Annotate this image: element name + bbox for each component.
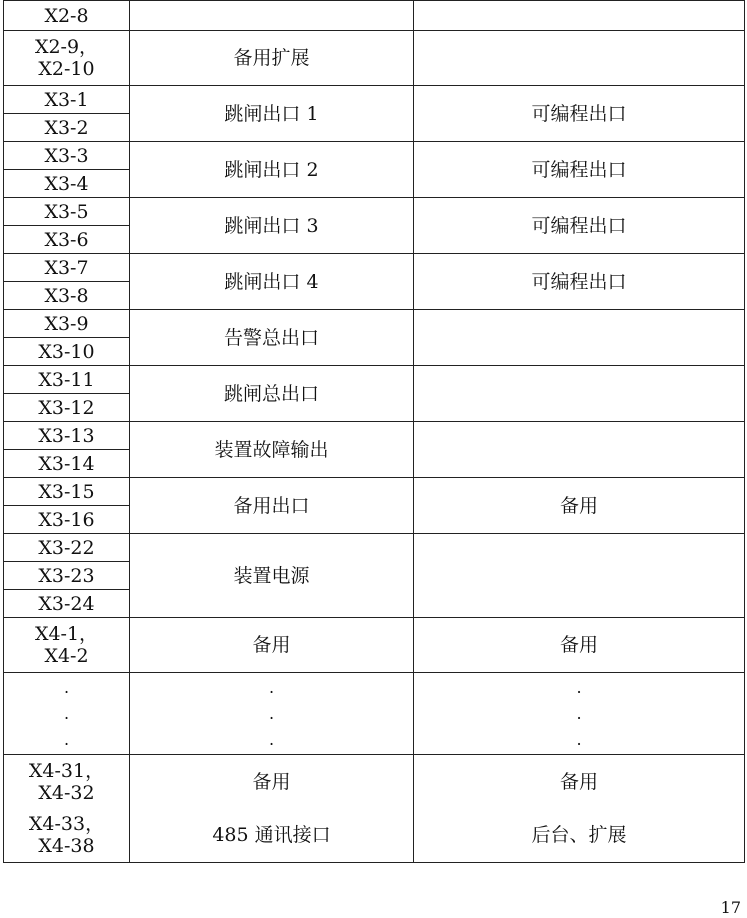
- terminal-cell: X3-2: [4, 114, 130, 142]
- table-row: [4, 310, 745, 338]
- terminal-cell: X3-13: [4, 422, 130, 450]
- ellipsis-dot: .: [63, 677, 70, 697]
- terminal-cell: [4, 755, 130, 809]
- ellipsis-cell: [4, 673, 130, 755]
- ellipsis-dot: .: [576, 677, 582, 697]
- remark-cell: [414, 422, 745, 478]
- function-cell: 备用: [130, 618, 414, 673]
- terminal-label: X4-1，: [34, 623, 99, 645]
- terminal-cell: X3-9: [4, 310, 130, 338]
- function-cell: 装置电源: [130, 534, 414, 618]
- terminal-cell: X3-4: [4, 170, 130, 198]
- table-row: [4, 618, 745, 673]
- function-cell: 跳闸出口 3: [130, 198, 414, 254]
- ellipsis-dot: .: [268, 703, 275, 723]
- function-cell: 跳闸出口 1: [130, 86, 414, 142]
- remark-cell: 可编程出口: [414, 198, 745, 254]
- terminal-cell: [4, 618, 130, 673]
- table-row: [4, 142, 745, 170]
- terminal-label: X4-38: [38, 835, 95, 858]
- terminal-cell: X3-16: [4, 506, 130, 534]
- terminal-cell: X3-7: [4, 254, 130, 282]
- function-cell: 装置故障输出: [130, 422, 414, 478]
- terminal-label: X4-33，: [28, 813, 105, 836]
- terminal-label: X4-2: [44, 645, 89, 667]
- ellipsis-dot: .: [576, 729, 582, 749]
- terminal-cell: X3-14: [4, 450, 130, 478]
- remark-cell: 备用: [414, 755, 745, 809]
- terminal-cell: X3-5: [4, 198, 130, 226]
- ellipsis-dot: .: [268, 729, 275, 749]
- table-row: [4, 422, 745, 450]
- function-cell: 备用出口: [130, 478, 414, 534]
- function-cell: 跳闸出口 4: [130, 254, 414, 310]
- remark-cell: 可编程出口: [414, 142, 745, 198]
- terminal-cell: X3-24: [4, 590, 130, 618]
- function-cell: 备用: [130, 755, 414, 809]
- table-row: [4, 673, 745, 755]
- function-cell: 备用扩展: [130, 31, 414, 86]
- table-row: [4, 1, 745, 31]
- ellipsis-cell: [130, 673, 414, 755]
- table-row: [4, 809, 745, 863]
- remark-cell: [414, 1, 745, 31]
- function-cell: 告警总出口: [130, 310, 414, 366]
- ellipsis-dot: .: [63, 703, 70, 723]
- terminal-table: [3, 0, 745, 863]
- terminal-cell: X2-8: [4, 1, 130, 31]
- remark-cell: [414, 310, 745, 366]
- terminal-cell: X3-15: [4, 478, 130, 506]
- function-cell: 跳闸出口 2: [130, 142, 414, 198]
- terminal-cell: X3-22: [4, 534, 130, 562]
- remark-cell: [414, 31, 745, 86]
- terminal-label: X2-10: [38, 58, 95, 80]
- remark-cell: [414, 366, 745, 422]
- ellipsis-dot: .: [268, 677, 275, 697]
- remark-cell: 可编程出口: [414, 254, 745, 310]
- remark-cell: 可编程出口: [414, 86, 745, 142]
- function-cell: 485 通讯接口: [130, 809, 414, 863]
- function-cell: [130, 1, 414, 31]
- ellipsis-dot: .: [576, 703, 582, 723]
- ellipsis-cell: [414, 673, 745, 755]
- terminal-cell: X3-11: [4, 366, 130, 394]
- table-row: [4, 86, 745, 114]
- table-row: [4, 366, 745, 394]
- table-row: [4, 478, 745, 506]
- terminal-label: X2-9，: [34, 36, 99, 58]
- ellipsis-dot: .: [63, 729, 70, 749]
- page-number: 17: [720, 898, 741, 917]
- terminal-cell: X3-23: [4, 562, 130, 590]
- terminal-cell: X3-8: [4, 282, 130, 310]
- remark-cell: 备用: [414, 618, 745, 673]
- terminal-cell: [4, 31, 130, 86]
- terminal-cell: X3-1: [4, 86, 130, 114]
- terminal-cell: X3-10: [4, 338, 130, 366]
- remark-cell: [414, 534, 745, 618]
- terminal-label: X4-32: [38, 781, 95, 804]
- terminal-cell: [4, 809, 130, 863]
- table-row: [4, 254, 745, 282]
- remark-cell: 后台、扩展: [414, 809, 745, 863]
- terminal-label: X4-31，: [28, 759, 105, 782]
- table-row: [4, 31, 745, 86]
- table-row: [4, 534, 745, 562]
- table-row: [4, 198, 745, 226]
- remark-cell: 备用: [414, 478, 745, 534]
- terminal-cell: X3-3: [4, 142, 130, 170]
- terminal-cell: X3-6: [4, 226, 130, 254]
- terminal-cell: X3-12: [4, 394, 130, 422]
- table-row: [4, 755, 745, 809]
- function-cell: 跳闸总出口: [130, 366, 414, 422]
